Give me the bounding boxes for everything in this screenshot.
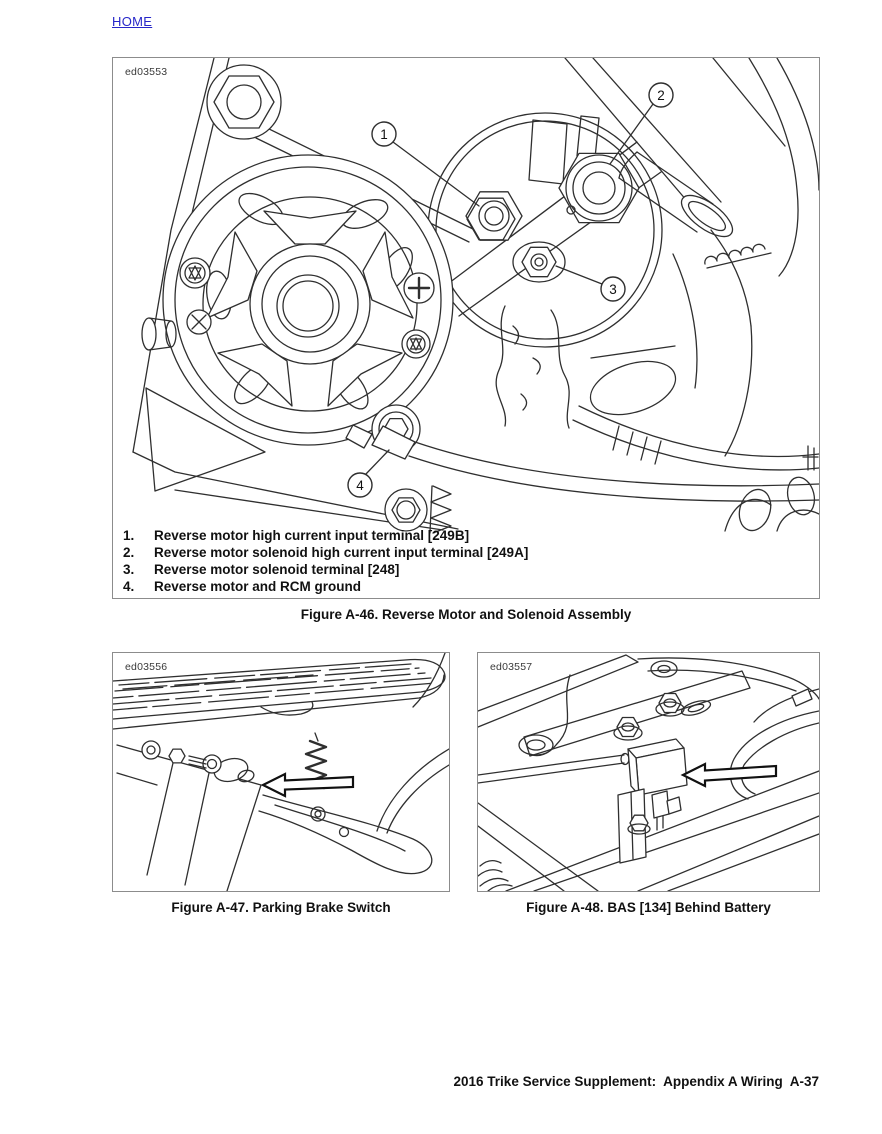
motor-housing <box>142 155 453 453</box>
figure-a48-box <box>477 652 820 892</box>
bracket-hex-bolt <box>207 65 281 139</box>
solenoid-terminal-249a <box>559 153 639 222</box>
callout-item-marker: 1. <box>123 528 135 543</box>
lower-hex-bolt <box>385 489 427 531</box>
callout-1-number: 1 <box>380 127 388 142</box>
solenoid-assembly <box>428 113 752 456</box>
home-link[interactable]: HOME <box>112 14 153 29</box>
callout-item <box>123 544 528 561</box>
brake-bracket <box>117 745 449 891</box>
callout-item-marker: 2. <box>123 545 135 560</box>
cross-screw <box>187 310 211 334</box>
figure-a47-caption: Figure A-47. Parking Brake Switch <box>171 900 391 915</box>
torx-screw <box>180 258 210 288</box>
callout-item-label: Reverse motor solenoid high current input terminal [249A] <box>154 545 529 560</box>
phillips-screw <box>404 273 434 303</box>
figure-a47-image-code: ed03556 <box>125 661 168 673</box>
rubber-boot <box>619 152 739 244</box>
callout-3 <box>556 266 625 301</box>
solenoid-terminal-248 <box>513 242 565 282</box>
callout-item-label: Reverse motor solenoid terminal [248] <box>154 562 400 577</box>
callout-4-number: 4 <box>356 478 364 493</box>
motor-terminal-249b <box>466 192 522 240</box>
figure-a46-box <box>112 57 820 599</box>
callout-2 <box>610 83 673 164</box>
support-rod <box>478 754 629 784</box>
parking-brake-switch <box>142 741 255 785</box>
figure-a46-caption: Figure A-46. Reverse Motor and Solenoid Assembly <box>300 607 632 622</box>
figure-a48-image-code: ed03557 <box>490 661 533 673</box>
motor-hub <box>250 244 370 364</box>
page-footer: 2016 Trike Service Supplement: Appendix A Wiring A-37 <box>453 1074 819 1089</box>
figure-a48-caption: Figure A-48. BAS [134] Behind Battery <box>526 900 771 915</box>
callout-3-number: 3 <box>609 282 617 297</box>
switch-pointer-arrow <box>263 774 353 796</box>
torx-screw-2 <box>402 330 430 358</box>
callout-item-label: Reverse motor high current input terminal [249B] <box>154 528 470 543</box>
callout-item-marker: 3. <box>123 562 135 577</box>
callout-item <box>123 561 528 578</box>
callout-item-marker: 4. <box>123 579 135 594</box>
callout-list <box>123 527 528 595</box>
bas-module <box>618 739 687 863</box>
callout-4 <box>348 450 389 497</box>
callout-item-label: Reverse motor and RCM ground <box>154 579 362 594</box>
parking-brake-switch-drawing <box>113 653 449 891</box>
wiring-harness <box>730 689 819 799</box>
reverse-motor-solenoid-drawing <box>113 58 819 534</box>
figure-a46-image-code: ed03553 <box>125 66 168 78</box>
callout-2-number: 2 <box>657 88 665 103</box>
bas-behind-battery-drawing <box>478 653 819 891</box>
callout-item <box>123 578 528 595</box>
bas-pointer-arrow <box>683 764 776 786</box>
callout-item <box>123 527 528 544</box>
figure-a47-box <box>112 652 450 892</box>
